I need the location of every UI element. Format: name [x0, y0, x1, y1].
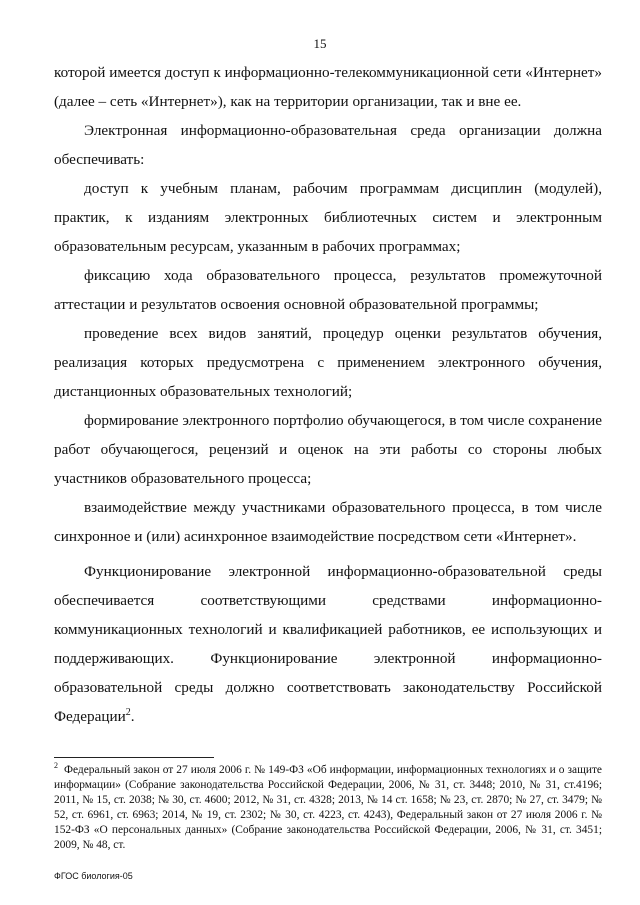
footnote-text: Федеральный закон от 27 июля 2006 г. № 149-ФЗ «Об информации, информационных технологиях и о защите информации» (Собрание законодательства Российской Федерации, 2006, № 31, ст. 3448; 2010, № 31, ст.4196; 2011, № 15, ст. 2038; № 30, ст. 4600; 2012, № 31, ст. 4328; 2013, № 14 ст. 1658; № 23, ст. 2870; № 27, ст. 3479; № 52, ст. 6961, ст. 6963; 2014, № 19, ст. 2302; № 30, ст. 4223, ст. 4243), Федеральный закон от 27 июля 2006 г. № 152-ФЗ «О персональных данных» (Собрание законодательства Российской Федерации, 2006, № 31, ст. 3451; 2009, № 48, ст. — [54, 764, 602, 851]
paragraph-4: фиксацию хода образовательного процесса, результатов промежуточной аттестации и результатов освоения основной образовательной программы; — [54, 267, 602, 313]
paragraph-7: взаимодействие между участниками образовательного процесса, в том числе синхронное и (или) асинхронное взаимодействие посредством сети «Интернет». — [54, 499, 602, 545]
paragraph-5: проведение всех видов занятий, процедур оценки результатов обучения, реализация которых предусмотрена с применением электронного обучения, дистанционных образовательных технологий; — [54, 325, 602, 400]
paragraph-8-end: . — [130, 708, 135, 725]
paragraph-8-text: Функционирование электронной информационно-образовательной среды обеспечивается соответствующими средствами информационно-коммуникационных технологий и квалификацией работников, ее использующих и поддерживающих. Функционирование электронной информационно-образовательной среды должно соответствовать законодательству Российской Федерации — [54, 563, 602, 725]
paragraph-6: формирование электронного портфолио обучающегося, в том числе сохранение работ обучающегося, рецензий и оценок на эти работы со стороны любых участников образовательного процесса; — [54, 412, 602, 487]
footnote-divider — [54, 757, 214, 758]
paragraph-8 — [54, 557, 602, 731]
paragraph-3: доступ к учебным планам, рабочим программам дисциплин (модулей), практик, к изданиям электронных библиотечных систем и электронным образовательным ресурсам, указанным в рабочих программах; — [54, 180, 602, 255]
paragraph-1: которой имеется доступ к информационно-телекоммуникационной сети «Интернет» (далее – сеть «Интернет»), как на территории организации, так и вне ее. — [54, 64, 602, 110]
paragraph-2: Электронная информационно-образовательная среда организации должна обеспечивать: — [54, 122, 602, 168]
footnote-reference[interactable]: 2 — [125, 706, 131, 718]
footnote-marker: 2 — [54, 761, 58, 771]
document-body — [54, 58, 602, 731]
document-footer-label: ФГОС биология-05 — [54, 871, 133, 881]
page-number: 15 — [313, 36, 327, 51]
footnote — [54, 763, 602, 853]
